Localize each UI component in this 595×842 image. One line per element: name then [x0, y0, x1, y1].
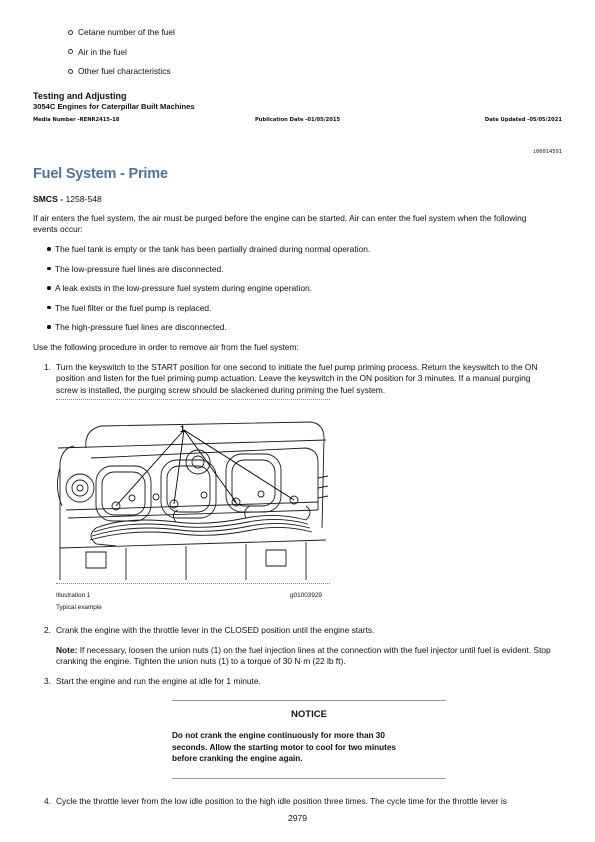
publication-date: Publication Date -01/05/2015 — [255, 117, 341, 123]
list-item: Other fuel characteristics — [68, 66, 175, 86]
step-text: Turn the keyswitch to the START position for one second to initiate the fuel pump priming process. Return the keyswitch to the ON position and listen for the fuel priming pump actuation. Leave the keyswitch in the ON position for 3 minutes. If a manual purging screw is installed, the purging screw should be slackened during priming the fuel system. — [56, 362, 538, 395]
bullet-icon — [47, 306, 51, 310]
illustration-subcaption: Typical example — [56, 604, 102, 611]
list-item: The fuel tank is empty or the tank has been partially drained during normal operation. — [47, 244, 370, 264]
step-text: Cycle the throttle lever from the low idle position to the high idle position three times. The cycle time for the throttle lever is — [56, 796, 507, 806]
hollow-bullet-icon — [68, 49, 73, 54]
previous-fuel-factor-list — [68, 27, 175, 86]
bullet-icon — [47, 267, 51, 271]
list-item: The high-pressure fuel lines are disconnected. — [47, 322, 370, 342]
page-number: 2979 — [287, 813, 308, 823]
step-text: Crank the engine with the throttle lever in the CLOSED position until the engine starts. — [56, 625, 375, 635]
list-item: The fuel filter or the fuel pump is replaced. — [47, 303, 370, 323]
section-subheading: 3054C Engines for Caterpillar Built Machines — [33, 102, 195, 111]
note-text: If necessary, loosen the union nuts (1) on the fuel injection lines at the connection with the fuel injector until fuel is evident. Stop cranking the engine. Tighten the union nuts (1) to a torque of 30 N·m (22 lb ft). — [56, 645, 551, 667]
list-item: Cetane number of the fuel — [68, 27, 175, 47]
media-number: Media Number -RENR2415-18 — [33, 117, 120, 123]
procedure-intro: Use the following procedure in order to remove air from the fuel system: — [33, 342, 299, 352]
list-item: Air in the fuel — [68, 47, 175, 67]
intro-paragraph: If air enters the fuel system, the air must be purged before the engine can be started. Air can enter the fuel system when the following events occur: — [33, 213, 527, 235]
procedure-step-2 — [44, 625, 554, 636]
section-heading: Testing and Adjusting — [33, 91, 127, 101]
hollow-bullet-icon — [68, 69, 73, 74]
step-number: 4. — [44, 796, 51, 806]
step-number: 3. — [44, 676, 51, 686]
procedure-step-1 — [44, 362, 554, 396]
step-number: 2. — [44, 625, 51, 635]
note-paragraph — [56, 645, 551, 668]
bullet-icon — [47, 286, 51, 290]
illustration-top-rule — [56, 399, 330, 400]
document-id: i06014591 — [532, 149, 562, 155]
page-title: Fuel System - Prime — [33, 166, 168, 182]
smcs-label: SMCS - — [33, 194, 64, 204]
illustration-caption: Illustration 1 — [56, 592, 91, 599]
notice-title: NOTICE — [291, 709, 327, 720]
notice-top-rule — [172, 700, 446, 701]
engine-fuel-lines-illustration — [56, 418, 329, 580]
air-entry-events-list — [47, 244, 370, 342]
smcs-code — [33, 194, 102, 206]
callout-label: 1 — [180, 424, 186, 434]
illustration-bottom-rule — [56, 583, 330, 584]
bullet-icon — [47, 247, 51, 251]
date-updated: Date Updated -05/05/2021 — [484, 117, 562, 123]
hollow-bullet-icon — [68, 30, 73, 35]
notice-bottom-rule — [172, 778, 446, 779]
illustration-code: g01003929 — [290, 592, 322, 599]
list-item: A leak exists in the low-pressure fuel system during engine operation. — [47, 283, 370, 303]
smcs-value: 1258-548 — [63, 194, 102, 204]
step-text: Start the engine and run the engine at idle for 1 minute. — [56, 676, 261, 686]
note-label: Note: — [56, 645, 78, 655]
bullet-icon — [47, 325, 51, 329]
procedure-step-3 — [44, 676, 554, 687]
procedure-step-4 — [44, 796, 554, 807]
list-item: The low-pressure fuel lines are disconnected. — [47, 264, 370, 284]
step-number: 1. — [44, 362, 51, 372]
notice-body: Do not crank the engine continuously for more than 30 seconds. Allow the starting motor to cool for two minutes before cranking the engine again. — [172, 731, 396, 764]
